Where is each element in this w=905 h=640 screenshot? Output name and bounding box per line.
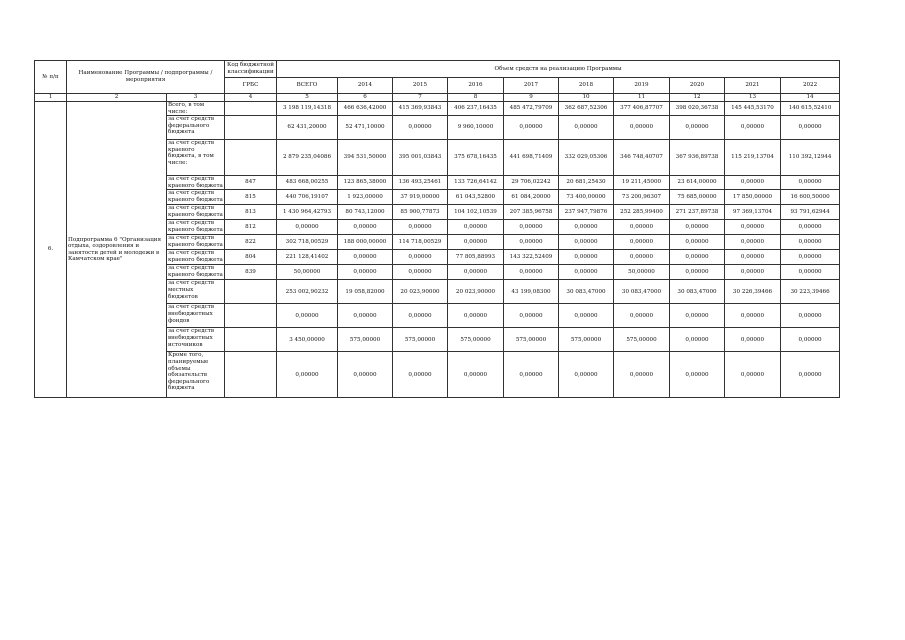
amount-cell: 20 023,90000 [393, 280, 448, 304]
funding-source: за счет средств краевого бюджета [168, 205, 223, 218]
amount-cell: 115 219,13704 [725, 140, 781, 176]
amount-cell: 0,00000 [614, 250, 670, 265]
amount-cell: 0,00000 [559, 235, 614, 250]
amount-cell: 75 685,00000 [670, 190, 725, 205]
amount-cell: 188 000,00000 [338, 235, 393, 250]
amount-cell: 30 083,47000 [614, 280, 670, 304]
funding-source: за счет средств краевого бюджета [168, 220, 223, 233]
grbs-code [225, 140, 277, 176]
amount-cell: 0,00000 [559, 265, 614, 280]
header-grbs: ГРБС [225, 78, 277, 94]
column-number: 11 [614, 94, 670, 102]
funding-source: за счет средств краевого бюджета [168, 265, 223, 278]
amount-cell: 123 865,38000 [338, 176, 393, 190]
amount-cell: 0,00000 [725, 176, 781, 190]
amount-cell: 73 200,96307 [614, 190, 670, 205]
amount-cell: 0,00000 [670, 328, 725, 352]
amount-cell: 415 369,93843 [393, 102, 448, 116]
amount-cell: 73 400,00000 [559, 190, 614, 205]
amount-cell: 19 058,82000 [338, 280, 393, 304]
amount-cell: 43 199,08300 [504, 280, 559, 304]
grbs-code: 847 [225, 176, 277, 190]
amount-cell: 0,00000 [725, 220, 781, 235]
amount-cell: 20 023,90000 [448, 280, 504, 304]
amount-cell: 0,00000 [277, 352, 338, 398]
amount-cell: 0,00000 [559, 116, 614, 140]
amount-cell: 346 748,40707 [614, 140, 670, 176]
column-number: 12 [670, 94, 725, 102]
amount-cell: 30 083,47000 [559, 280, 614, 304]
amount-cell: 0,00000 [559, 352, 614, 398]
header-year: 2016 [448, 78, 504, 94]
amount-cell: 0,00000 [393, 220, 448, 235]
amount-cell: 0,00000 [504, 220, 559, 235]
amount-cell: 0,00000 [670, 220, 725, 235]
amount-cell: 0,00000 [614, 352, 670, 398]
column-number: 6 [338, 94, 393, 102]
amount-cell: 133 726,64142 [448, 176, 504, 190]
funding-source: за счет средств краевого бюджета, в том числе: [167, 140, 225, 176]
column-number: 7 [393, 94, 448, 102]
amount-cell: 97 369,13704 [725, 205, 781, 220]
amount-cell: 0,00000 [338, 220, 393, 235]
amount-cell: 441 698,71409 [504, 140, 559, 176]
amount-cell: 395 001,03843 [393, 140, 448, 176]
grbs-code [225, 102, 277, 116]
amount-cell: 30 226,39466 [725, 280, 781, 304]
amount-cell: 16 600,50000 [781, 190, 840, 205]
amount-cell: 110 392,12944 [781, 140, 840, 176]
amount-cell: 367 936,89738 [670, 140, 725, 176]
amount-cell: 145 445,53170 [725, 102, 781, 116]
amount-cell: 9 960,10000 [448, 116, 504, 140]
funding-source: за счет средств краевого бюджета [168, 235, 223, 248]
amount-cell: 85 900,77873 [393, 205, 448, 220]
amount-cell: 575,00000 [448, 328, 504, 352]
amount-cell: 0,00000 [614, 116, 670, 140]
amount-cell: 50,00000 [614, 265, 670, 280]
amount-cell: 0,00000 [781, 220, 840, 235]
amount-cell: 575,00000 [338, 328, 393, 352]
amount-cell: 0,00000 [277, 304, 338, 328]
header-year: 2014 [338, 78, 393, 94]
amount-cell: 0,00000 [448, 304, 504, 328]
column-number: 3 [167, 94, 225, 102]
amount-cell: 29 706,02242 [504, 176, 559, 190]
amount-cell: 93 791,62944 [781, 205, 840, 220]
amount-cell: 0,00000 [393, 265, 448, 280]
amount-cell: 207 385,96758 [504, 205, 559, 220]
amount-cell: 61 084,20000 [504, 190, 559, 205]
amount-cell: 0,00000 [448, 235, 504, 250]
amount-cell: 37 919,00000 [393, 190, 448, 205]
grbs-code: 815 [225, 190, 277, 205]
amount-cell: 0,00000 [781, 116, 840, 140]
grbs-code: 822 [225, 235, 277, 250]
grbs-code [225, 116, 277, 140]
amount-cell: 0,00000 [393, 304, 448, 328]
amount-cell: 0,00000 [338, 250, 393, 265]
amount-cell: 575,00000 [614, 328, 670, 352]
amount-cell: 62 431,20000 [277, 116, 338, 140]
amount-cell: 0,00000 [338, 352, 393, 398]
column-number: 1 [35, 94, 67, 102]
amount-cell: 0,00000 [781, 235, 840, 250]
amount-cell: 0,00000 [559, 220, 614, 235]
amount-cell: 237 947,79876 [559, 205, 614, 220]
amount-cell: 114 718,00529 [393, 235, 448, 250]
header-year: 2017 [504, 78, 559, 94]
amount-cell: 52 471,10000 [338, 116, 393, 140]
column-number: 4 [225, 94, 277, 102]
amount-cell: 332 029,05306 [559, 140, 614, 176]
amount-cell: 0,00000 [670, 352, 725, 398]
program-funding-table [34, 60, 840, 398]
amount-cell: 271 237,89738 [670, 205, 725, 220]
amount-cell: 575,00000 [559, 328, 614, 352]
funding-source: Кроме того, планируемые объемы обязательств федерального бюджета [167, 352, 225, 398]
header-year: ВСЕГО [277, 78, 338, 94]
amount-cell: 20 681,25430 [559, 176, 614, 190]
amount-cell: 0,00000 [725, 304, 781, 328]
funding-source: за счет средств внебюджетных источников [167, 328, 225, 352]
amount-cell: 375 678,16435 [448, 140, 504, 176]
amount-cell: 0,00000 [559, 304, 614, 328]
amount-cell: 3 450,00000 [277, 328, 338, 352]
amount-cell: 0,00000 [448, 220, 504, 235]
column-number: 13 [725, 94, 781, 102]
grbs-code [225, 328, 277, 352]
column-number: 2 [67, 94, 167, 102]
table-body [35, 102, 840, 398]
column-number: 14 [781, 94, 840, 102]
header-number: № п/п [35, 61, 67, 94]
amount-cell: 0,00000 [781, 352, 840, 398]
header-year: 2020 [670, 78, 725, 94]
funding-source: за счет средств краевого бюджета [168, 190, 223, 203]
amount-cell: 0,00000 [781, 328, 840, 352]
amount-cell: 0,00000 [504, 265, 559, 280]
grbs-code [225, 280, 277, 304]
amount-cell: 485 472,79709 [504, 102, 559, 116]
amount-cell: 0,00000 [725, 250, 781, 265]
amount-cell: 0,00000 [338, 304, 393, 328]
amount-cell: 0,00000 [781, 265, 840, 280]
amount-cell: 0,00000 [781, 176, 840, 190]
amount-cell: 0,00000 [670, 304, 725, 328]
amount-cell: 0,00000 [448, 352, 504, 398]
amount-cell: 1 923,00000 [338, 190, 393, 205]
funding-source: за счет средств федерального бюджета [167, 116, 225, 140]
amount-cell: 394 531,50000 [338, 140, 393, 176]
amount-cell: 466 636,42000 [338, 102, 393, 116]
column-number: 8 [448, 94, 504, 102]
amount-cell: 50,00000 [277, 265, 338, 280]
amount-cell: 30 083,47000 [670, 280, 725, 304]
amount-cell: 362 687,52306 [559, 102, 614, 116]
amount-cell: 0,00000 [725, 265, 781, 280]
amount-cell: 440 706,19107 [277, 190, 338, 205]
amount-cell: 0,00000 [670, 250, 725, 265]
funding-source: за счет средств краевого бюджета [168, 176, 223, 189]
header-name: Наименование Программы / подпрограммы / мероприятия [67, 61, 225, 94]
amount-cell: 0,00000 [504, 116, 559, 140]
amount-cell: 17 850,00000 [725, 190, 781, 205]
amount-cell: 0,00000 [504, 304, 559, 328]
amount-cell: 0,00000 [670, 235, 725, 250]
header-code: Код бюджетной классификации [225, 61, 277, 78]
amount-cell: 80 743,12000 [338, 205, 393, 220]
header-year: 2018 [559, 78, 614, 94]
row-number: 6. [35, 102, 67, 398]
amount-cell: 0,00000 [277, 220, 338, 235]
grbs-code: 839 [225, 265, 277, 280]
funding-source: за счет средств внебюджетных фондов [167, 304, 225, 328]
amount-cell: 377 406,87707 [614, 102, 670, 116]
amount-cell: 30 223,39466 [781, 280, 840, 304]
amount-cell: 23 614,00000 [670, 176, 725, 190]
amount-cell: 0,00000 [670, 116, 725, 140]
amount-cell: 0,00000 [725, 352, 781, 398]
amount-cell: 0,00000 [781, 250, 840, 265]
amount-cell: 406 237,16435 [448, 102, 504, 116]
grbs-code [225, 304, 277, 328]
amount-cell: 0,00000 [504, 352, 559, 398]
grbs-code: 813 [225, 205, 277, 220]
amount-cell: 0,00000 [725, 116, 781, 140]
header-year: 2015 [393, 78, 448, 94]
amount-cell: 0,00000 [393, 116, 448, 140]
header-year: 2019 [614, 78, 670, 94]
amount-cell: 140 615,52410 [781, 102, 840, 116]
amount-cell: 19 211,45000 [614, 176, 670, 190]
amount-cell: 0,00000 [504, 235, 559, 250]
amount-cell: 0,00000 [725, 328, 781, 352]
amount-cell: 253 002,90232 [277, 280, 338, 304]
header-volume: Объем средств на реализацию Программы [277, 61, 840, 78]
amount-cell: 1 430 964,42793 [277, 205, 338, 220]
amount-cell: 0,00000 [670, 265, 725, 280]
amount-cell: 0,00000 [614, 235, 670, 250]
amount-cell: 302 718,00529 [277, 235, 338, 250]
amount-cell: 0,00000 [559, 250, 614, 265]
funding-source: за счет средств местных бюджетов [167, 280, 225, 304]
amount-cell: 0,00000 [781, 304, 840, 328]
amount-cell: 0,00000 [614, 304, 670, 328]
grbs-code: 812 [225, 220, 277, 235]
amount-cell: 575,00000 [504, 328, 559, 352]
amount-cell: 0,00000 [338, 265, 393, 280]
table-row [35, 102, 840, 116]
amount-cell: 575,00000 [393, 328, 448, 352]
column-number: 9 [504, 94, 559, 102]
amount-cell: 61 043,52800 [448, 190, 504, 205]
column-number: 5 [277, 94, 338, 102]
grbs-code: 804 [225, 250, 277, 265]
amount-cell: 143 322,52409 [504, 250, 559, 265]
amount-cell: 252 285,99400 [614, 205, 670, 220]
amount-cell: 3 198 119,14318 [277, 102, 338, 116]
amount-cell: 0,00000 [393, 352, 448, 398]
amount-cell: 221 128,41402 [277, 250, 338, 265]
grbs-code [225, 352, 277, 398]
amount-cell: 0,00000 [448, 265, 504, 280]
amount-cell: 0,00000 [393, 250, 448, 265]
amount-cell: 398 020,36738 [670, 102, 725, 116]
amount-cell: 104 102,10539 [448, 205, 504, 220]
amount-cell: 136 493,25461 [393, 176, 448, 190]
program-name: Подпрограмма 6 "Организация отдыха, оздоровления и занятости детей и молодежи в Камчатском крае" [67, 102, 167, 398]
amount-cell: 2 879 235,04086 [277, 140, 338, 176]
funding-source: за счет средств краевого бюджета [168, 250, 223, 263]
amount-cell: 77 805,88993 [448, 250, 504, 265]
header-year: 2022 [781, 78, 840, 94]
header-year: 2021 [725, 78, 781, 94]
funding-source: Всего, в том числе: [167, 102, 225, 116]
amount-cell: 483 668,00255 [277, 176, 338, 190]
amount-cell: 0,00000 [614, 220, 670, 235]
column-number: 10 [559, 94, 614, 102]
amount-cell: 0,00000 [725, 235, 781, 250]
